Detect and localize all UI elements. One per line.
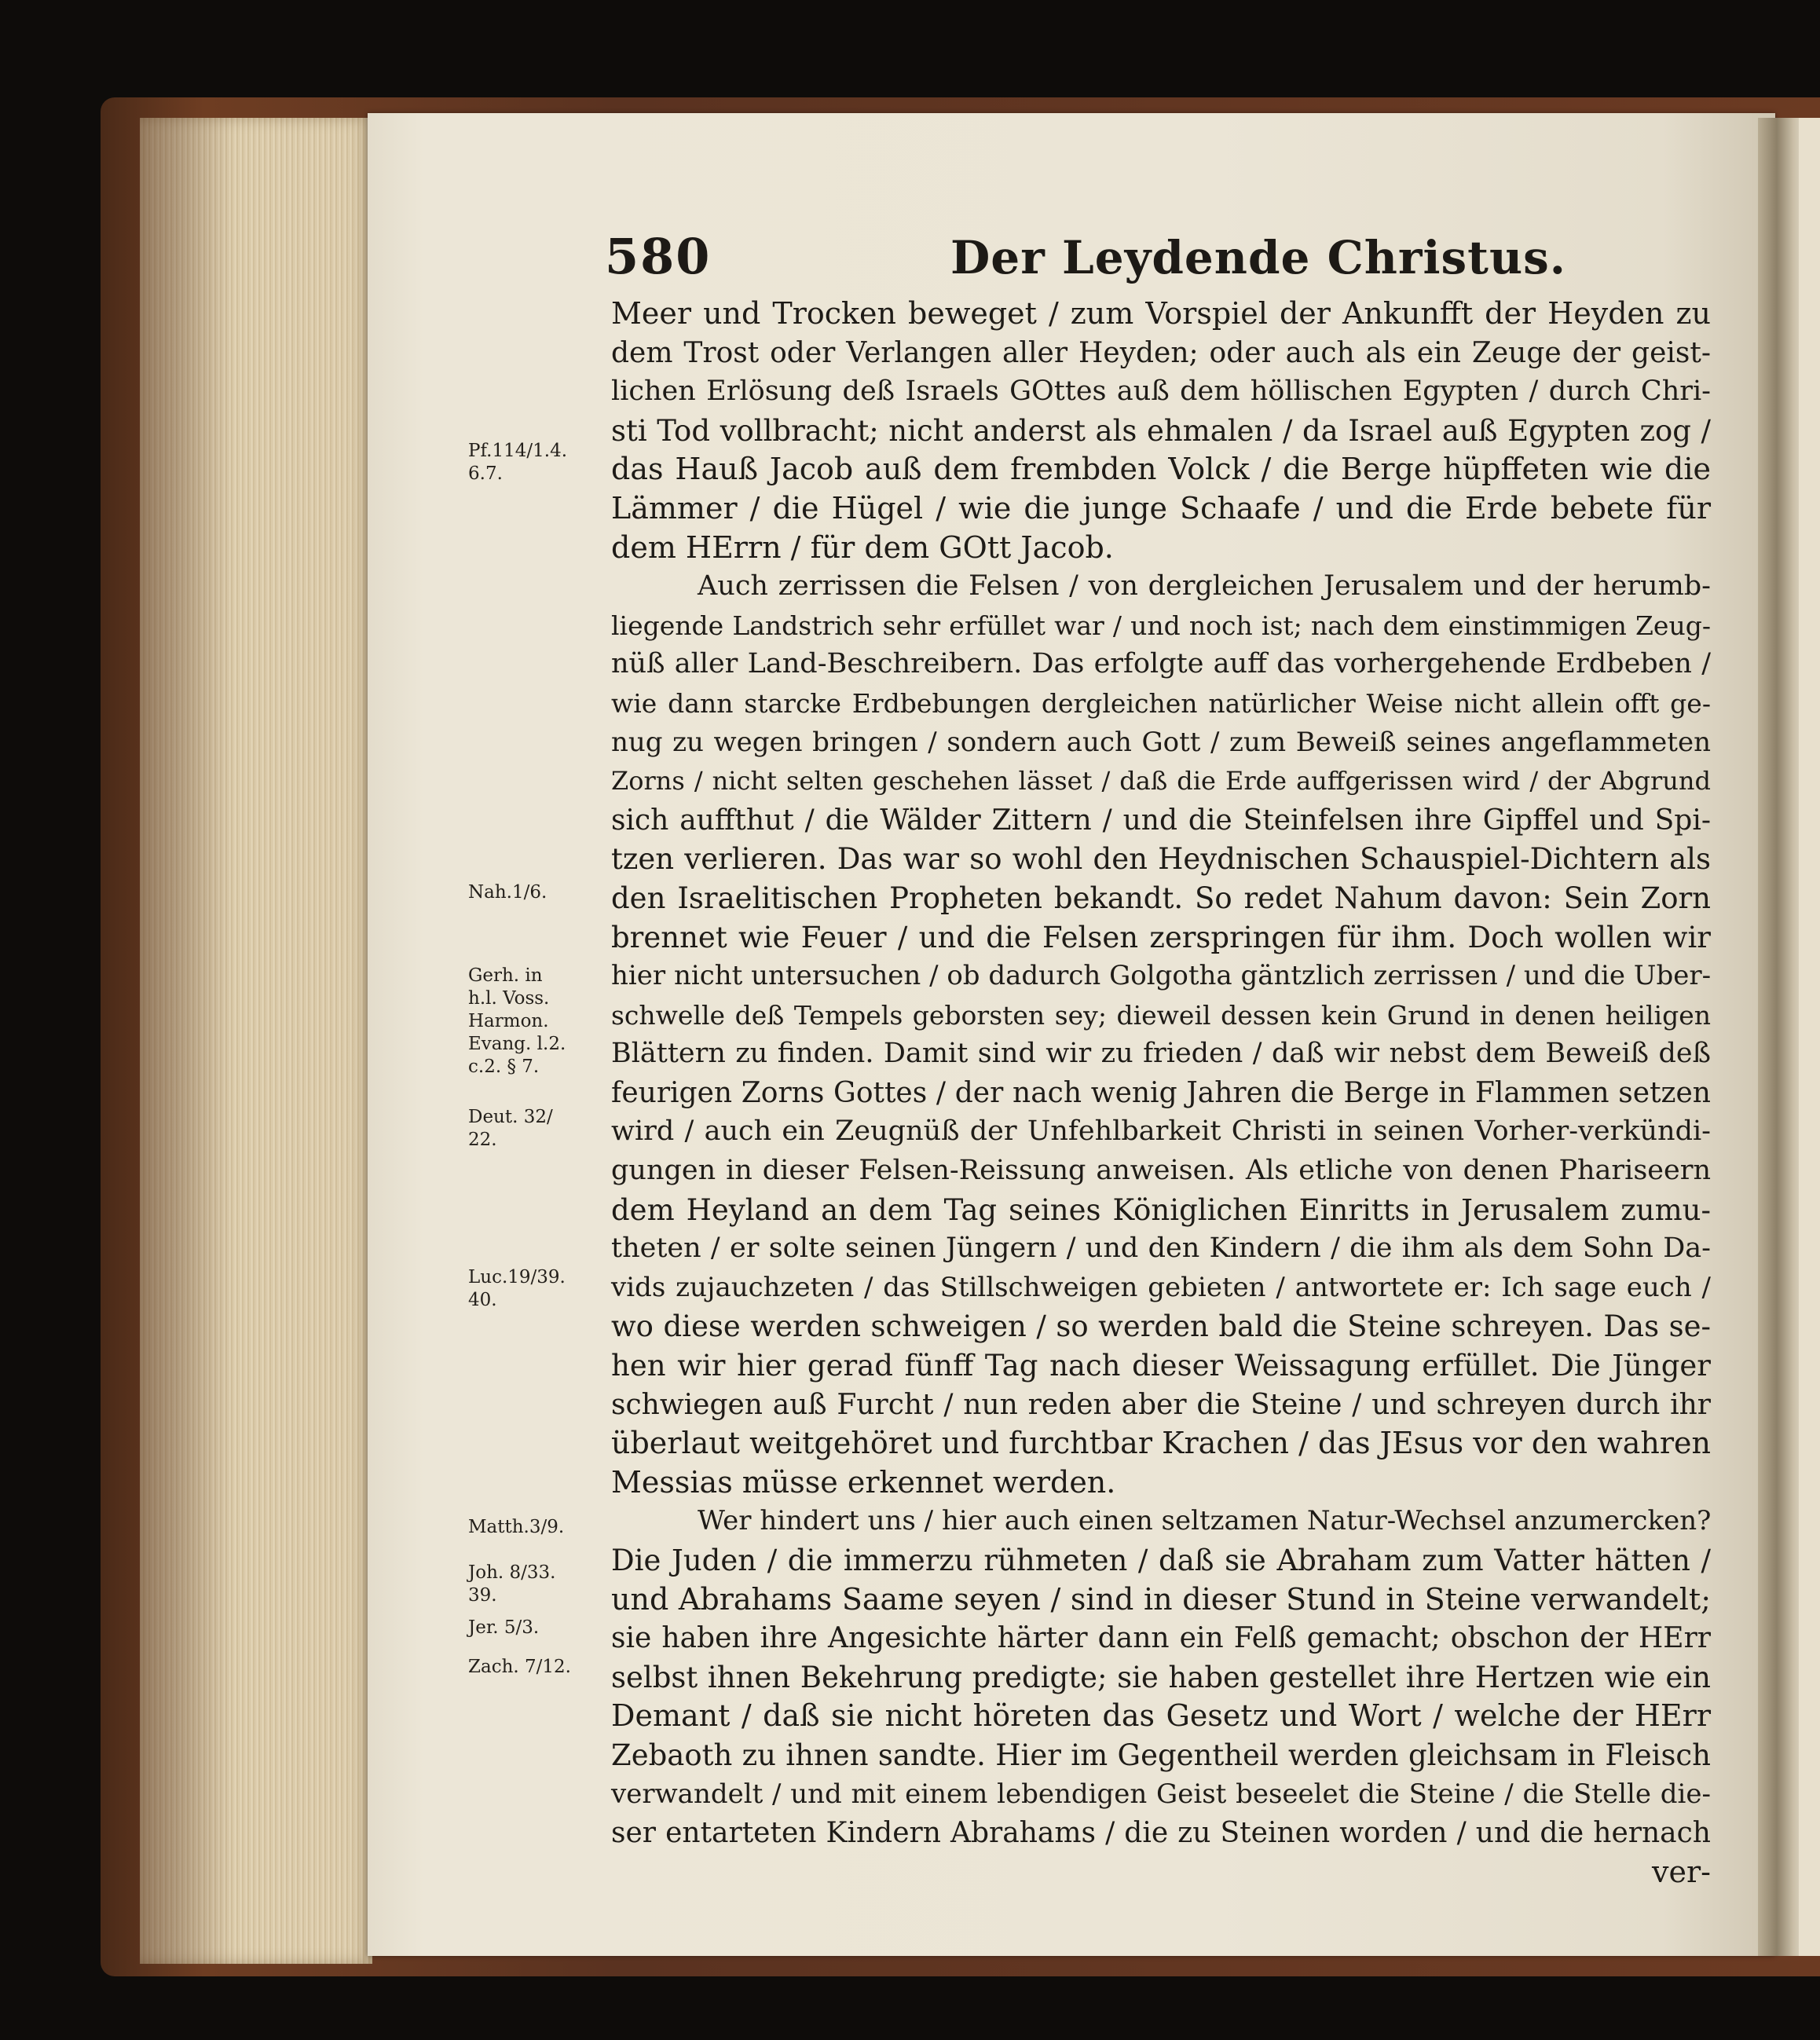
margin-note: Zach. 7/12. <box>468 1657 571 1677</box>
text-line: lichen Erlösung deß Israels GOttes auß dem höllischen Egypten / durch Chri- <box>611 375 1711 408</box>
text-line: tzen verlieren. Das war so wohl den Heydnischen Schauspiel-Dichtern als <box>611 842 1711 877</box>
text-line: den Israelitischen Propheten bekandt. So redet Nahum davon: Sein Zorn <box>611 881 1711 915</box>
text-line: und Abrahams Saame seyen / sind in dieser Stund in Steine verwandelt; <box>611 1581 1711 1617</box>
text-line: feurigen Zorns Gottes / der nach wenig Jahren die Berge in Flammen setzen <box>611 1076 1711 1109</box>
text-line: dem Heyland an dem Tag seines Königlichen Einritts in Jerusalem zumu- <box>611 1192 1711 1227</box>
margin-note: Jer. 5/3. <box>468 1617 540 1638</box>
margin-note: Pf.114/1.4. 6.7. <box>468 441 568 484</box>
book-gutter <box>1758 118 1805 1956</box>
page-header <box>605 228 1728 291</box>
margin-note: Nah.1/6. <box>468 882 547 903</box>
text-line: dem HErrn / für dem GOtt Jacob. <box>611 529 1114 565</box>
margin-note: Luc.19/39. 40. <box>468 1267 566 1310</box>
text-line: Zebaoth zu ihnen sandte. Hier im Gegentheil werden gleichsam in Fleisch <box>611 1738 1711 1772</box>
text-line: sti Tod vollbracht; nicht anderst als ehmalen / da Israel auß Egypten zog / <box>611 413 1711 448</box>
text-line: gungen in dieser Felsen-Reissung anweisen. Als etliche von denen Phariseern <box>611 1155 1711 1187</box>
text-line: wird / auch ein Zeugnüß der Unfehlbarkeit Christi in seinen Vorher-verkündi- <box>611 1115 1711 1148</box>
right-page-sliver <box>1799 118 1820 1956</box>
margin-note: Matth.3/9. <box>468 1517 565 1537</box>
text-line: schwelle deß Tempels geborsten sey; dieweil dessen kein Grund in denen heiligen <box>611 999 1711 1031</box>
margin-note: Joh. 8/33. 39. <box>468 1562 556 1606</box>
text-line: sie haben ihre Angesichte härter dann ein Felß gemacht; obschon der HErr <box>611 1622 1711 1655</box>
text-line: theten / er solte seinen Jüngern / und den Kindern / die ihm als dem Sohn Da- <box>611 1232 1711 1265</box>
text-line: Wer hindert uns / hier auch einen seltzamen Natur-Wechsel anzumercken? <box>698 1505 1712 1537</box>
text-line: nüß aller Land-Beschreibern. Das erfolgte auff das vorhergehende Erdbeben / <box>611 648 1711 680</box>
text-line: vids zujauchzeten / das Stillschweigen gebieten / antwortete er: Ich sage euch / <box>611 1271 1711 1303</box>
margin-note: Deut. 32/ 22. <box>468 1107 553 1150</box>
text-line: hen wir hier gerad fünff Tag nach dieser Weissagung erfüllet. Die Jünger <box>611 1349 1711 1383</box>
text-line: Die Juden / die immerzu rühmeten / daß sie Abraham zum Vatter hätten / <box>611 1544 1711 1577</box>
text-line: Zorns / nicht selten geschehen lässet / daß die Erde auffgerissen wird / der Abgrund <box>611 766 1711 797</box>
text-line: Demant / daß sie nicht höreten das Gesetz und Wort / welche der HErr <box>611 1698 1711 1734</box>
text-line: überlaut weitgehöret und furchtbar Krachen / das JEsus vor den wahren <box>611 1426 1711 1461</box>
text-line: dem Trost oder Verlangen aller Heyden; oder auch als ein Zeuge der geist- <box>611 336 1711 369</box>
margin-note: Gerh. in h.l. Voss. Harmon. Evang. l.2. c.2. § 7. <box>468 965 566 1077</box>
text-line: das Hauß Jacob auß dem frembden Volck / die Berge hüpffeten wie die <box>611 452 1711 487</box>
text-line: Auch zerrissen die Felsen / von dergleichen Jerusalem und der herumb- <box>698 570 1711 602</box>
page-edges-shade <box>140 118 234 1964</box>
text-line: ser entarteten Kindern Abrahams / die zu Steinen worden / und die hernach <box>611 1817 1711 1850</box>
running-title: Der Leydende Christus. <box>950 231 1566 284</box>
text-line: selbst ihnen Bekehrung predigte; sie haben gestellet ihre Hertzen wie ein <box>611 1660 1711 1694</box>
catchword: ver- <box>1652 1854 1711 1889</box>
text-line: nug zu wegen bringen / sondern auch Gott / zum Beweiß seines angeflammeten <box>611 726 1711 758</box>
text-line: Meer und Trocken beweget / zum Vorspiel der Ankunfft der Heyden zu <box>611 296 1711 331</box>
text-line: wie dann starcke Erdbebungen dergleichen natürlicher Weise nicht allein offt ge- <box>611 687 1711 719</box>
text-line: liegende Landstrich sehr erfüllet war / und noch ist; nach dem einstimmigen Zeug- <box>611 610 1711 641</box>
text-line: Blättern zu finden. Damit sind wir zu frieden / daß wir nebst dem Beweiß deß <box>611 1038 1711 1070</box>
text-line: sich auffthut / die Wälder Zittern / und die Steinfelsen ihre Gipffel und Spi- <box>611 804 1711 837</box>
body-text <box>611 295 1711 1892</box>
page-number: 580 <box>605 228 712 285</box>
text-line: wo diese werden schweigen / so werden bald die Steine schreyen. Das se- <box>611 1309 1711 1344</box>
text-line: verwandelt / und mit einem lebendigen Geist beseelet die Steine / die Stelle die- <box>611 1778 1711 1810</box>
text-line: brennet wie Feuer / und die Felsen zerspringen für ihm. Doch wollen wir <box>611 920 1711 954</box>
text-line: Messias müsse erkennet werden. <box>611 1464 1116 1500</box>
text-line: hier nicht untersuchen / ob dadurch Golgotha gäntzlich zerrissen / und die Uber- <box>611 960 1712 992</box>
text-line: Lämmer / die Hügel / wie die junge Schaafe / und die Erde bebete für <box>611 490 1711 526</box>
margin-notes <box>468 0 606 2040</box>
text-line: schwiegen auß Furcht / nun reden aber die Steine / und schreyen durch ihr <box>611 1388 1711 1421</box>
